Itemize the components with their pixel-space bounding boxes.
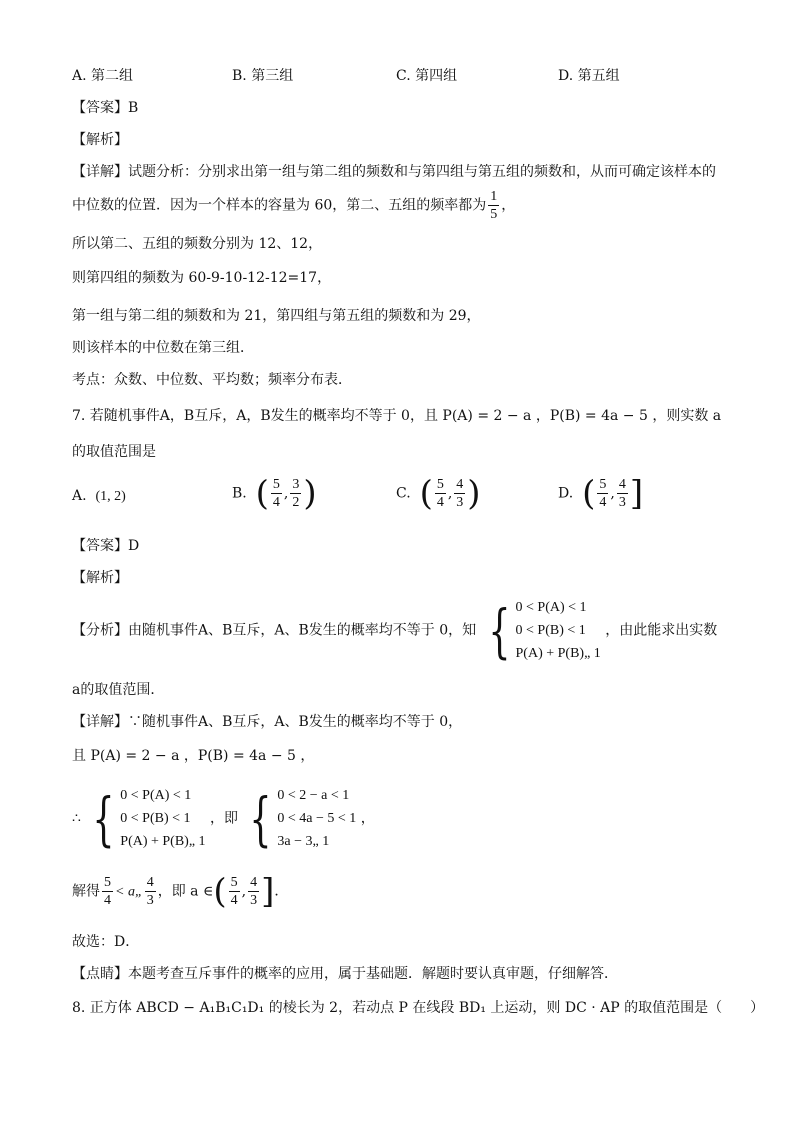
q7-option-d: D. ( $\frac{5}{4}$ , $\frac{4}{3}$ ] <box>558 473 644 514</box>
solve-line: 解得 $\frac{5}{4}$ < a„ $\frac{4}{3}$ ，即 a ∈( $\frac{5}{4}$ , $\frac{4}{3}$ ]． <box>72 871 289 912</box>
text-line: 考点：众数、中位数、平均数；频率分布表． <box>72 372 352 388</box>
text-line: 则该样本的中位数在第三组． <box>72 340 254 356</box>
inequality-system: { 0 < P(A) < 1 0 < P(B) < 1 P(A) + P(B)„ 1 <box>487 596 601 665</box>
q7-option-c: C. ( $\frac{5}{4}$ , $\frac{4}{3}$ ) <box>396 473 481 514</box>
analysis-label: 【解析】 <box>72 132 128 148</box>
comment-line: 【点睛】本题考查互斥事件的概率的应用，属于基础题．解题时要认真审题，仔细解答． <box>72 966 618 982</box>
option-d: D. 第五组 <box>558 68 620 84</box>
question-7-stem: 7. 若随机事件A，B互斥，A，B发生的概率均不等于 0，且 P(A) = 2 − a ，P(B) = 4a − 5 ，则实数 a <box>72 408 722 424</box>
text-line: a的取值范围． <box>72 682 165 698</box>
text-line: 则第四组的频数为 60-9-10-12-12=17， <box>72 270 332 286</box>
q7-option-b: B. ( $\frac{5}{4}$ , $\frac{3}{2}$ ) <box>232 473 317 514</box>
text-line: 第一组与第二组的频数和为 21，第四组与第五组的频数和为 29， <box>72 308 481 324</box>
question-7-stem-2: 的取值范围是 <box>72 444 156 460</box>
option-c: C. 第四组 <box>396 68 458 84</box>
system-line: ∴ { 0 < P(A) < 1 0 < P(B) < 1 P(A) + P(B)„ 1 ，即 { 0 < 2 − a < 1 0 < 4a − 5 < 1 3a − 3„ 1 ， <box>72 784 375 853</box>
detail-line-2: 中位数的位置．因为一个样本的容量为 60，第二、五组的频率都为 $\frac{1}{5}$ ， <box>72 189 516 222</box>
q7-option-a: A. (1, 2) <box>72 488 126 504</box>
text-line: 故选：D． <box>72 934 140 950</box>
detail-line-2: 且 P(A) = 2 − a ，P(B) = 4a − 5 ， <box>72 748 315 764</box>
option-b: B. 第三组 <box>232 68 294 84</box>
analysis-line: 【分析】由随机事件A、B互斥，A、B发生的概率均不等于 0，知 { 0 < P(A) < 1 0 < P(B) < 1 P(A) + P(B)„ 1 ，由此能求出实数 <box>72 596 718 665</box>
fraction-one-fifth: $\frac{1}{5}$ <box>490 189 498 222</box>
detail-line: 【详解】∵随机事件A、B互斥，A、B发生的概率均不等于 0， <box>72 714 463 730</box>
option-a: A. 第二组 <box>72 68 134 84</box>
answer-label: 【答案】B <box>72 100 139 116</box>
analysis-label: 【解析】 <box>72 570 128 586</box>
text-line: 所以第二、五组的频数分别为 12、12， <box>72 236 323 252</box>
question-8-stem: 8. 正方体 ABCD − A₁B₁C₁D₁ 的棱长为 2，若动点 P 在线段 BD₁ 上运动，则 DC · AP 的取值范围是（ ） <box>72 1000 765 1016</box>
answer-label: 【答案】D <box>72 538 140 554</box>
detail-line: 【详解】试题分析：分别求出第一组与第二组的频数和与第四组与第五组的频数和，从而可确定该样本的 <box>72 164 716 180</box>
